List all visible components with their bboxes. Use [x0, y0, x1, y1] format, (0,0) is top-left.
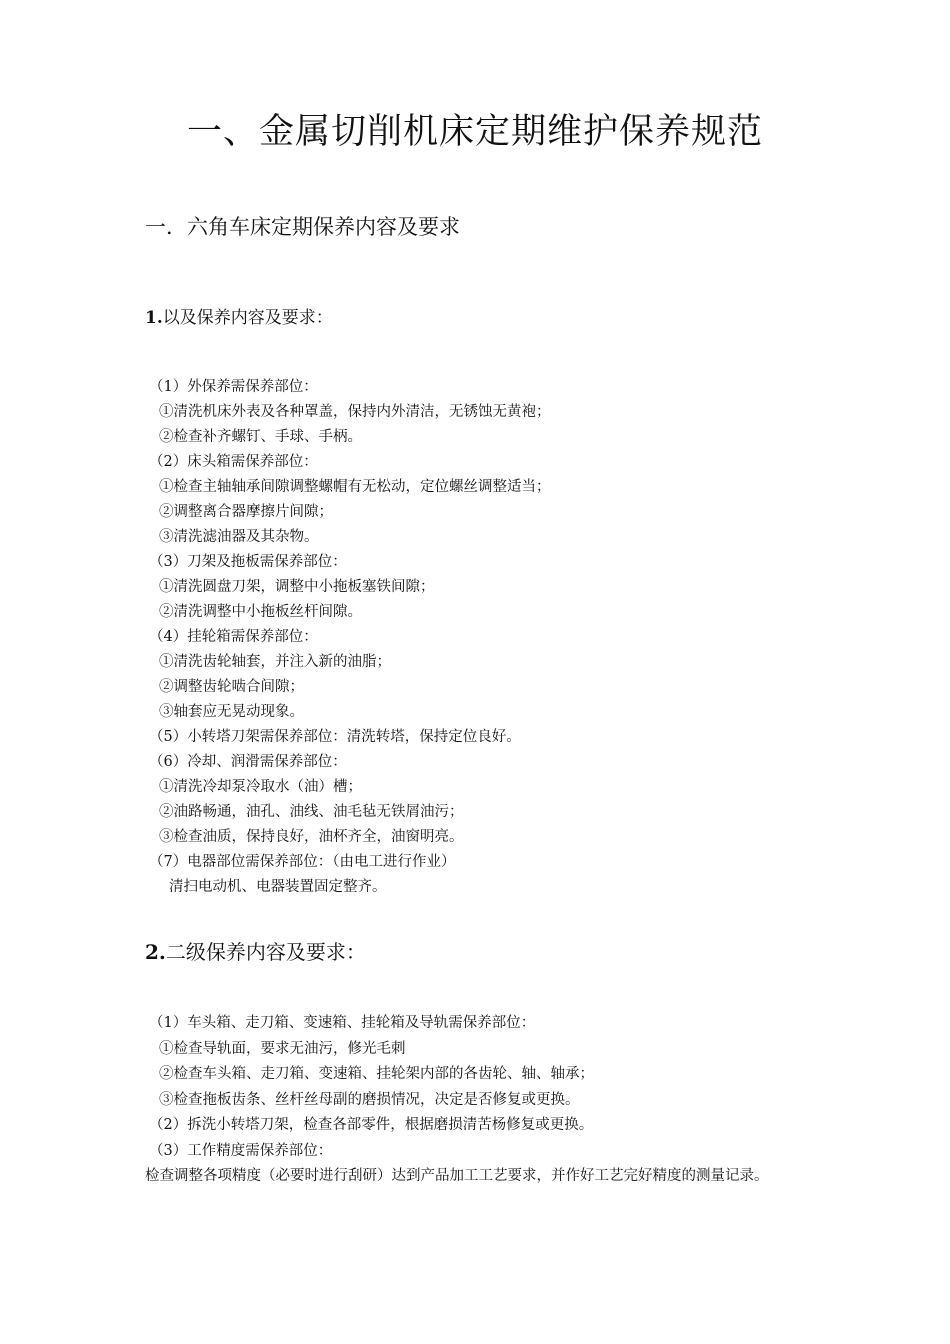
level1-number: 1. [145, 308, 163, 328]
list-item: （7）电器部位需保养部位：（由电工进行作业） [149, 854, 456, 870]
list-item: ①清洗冷却泵冷取水（油）槽； [159, 779, 362, 795]
list-item: 检查调整各项精度（必要时进行刮研）达到产品加工工艺要求，并作好工艺完好精度的测量记录。 [145, 1168, 769, 1184]
list-item: ①清洗机床外表及各种罩盖，保持内外清洁，无锈蚀无黄袍； [159, 404, 551, 420]
list-item: ③清洗滤油器及其杂物。 [159, 529, 319, 545]
list-item: （6）冷却、润滑需保养部位： [149, 754, 347, 770]
list-item: （5）小转塔刀架需保养部位：清洗转塔，保持定位良好。 [149, 729, 521, 745]
level2-title: 二级保养内容及要求： [165, 940, 366, 964]
level2-list [145, 1011, 825, 1189]
list-item: ①检查导轨面，要求无油污，修光毛刺 [159, 1040, 406, 1057]
list-item: 清扫电动机、电器装置固定整齐。 [169, 879, 387, 895]
level1-heading [145, 306, 333, 330]
list-item: ③检查油质，保持良好，油杯齐全，油窗明亮。 [159, 829, 464, 845]
list-item: （2）床头箱需保养部位： [149, 454, 318, 470]
list-item: ②调整齿轮啮合间隙； [159, 679, 304, 695]
list-item: ②调整离合器摩擦片间隙； [159, 504, 333, 520]
list-item: ①清洗齿轮轴套，并注入新的油脂； [159, 654, 391, 670]
list-item: （4）挂轮箱需保养部位： [149, 629, 318, 645]
list-item: （1）车头箱、走刀箱、变速箱、挂轮箱及导轨需保养部位： [149, 1015, 536, 1031]
list-item: （3）工作精度需保养部位： [149, 1142, 333, 1159]
level1-list [145, 375, 825, 900]
list-item: ③轴套应无晃动现象。 [159, 704, 304, 720]
list-item: ②检查车头箱、走刀箱、变速箱、挂轮架内部的各齿轮、轴、轴承； [159, 1066, 594, 1082]
level2-number: 2. [145, 940, 166, 964]
list-item: ①检查主轴轴承间隙调整螺帽有无松动，定位螺丝调整适当； [159, 479, 551, 495]
list-item: （1）外保养需保养部位： [149, 379, 318, 395]
level2-heading [145, 938, 366, 966]
list-item: ③检查拖板齿条、丝杆丝母副的磨损情况，决定是否修复或更换。 [159, 1091, 580, 1108]
list-item: ①清洗圆盘刀架，调整中小拖板塞铁间隙； [159, 579, 435, 595]
list-item: ②检查补齐螺钉、手球、手柄。 [159, 429, 362, 445]
list-item: ②清洗调整中小拖板丝杆间隙。 [159, 604, 362, 620]
list-item: （2）拆洗小转塔刀架，检查各部零件，根据磨损清苦杨修复或更换。 [149, 1117, 594, 1133]
list-item: （3）刀架及拖板需保养部位： [149, 554, 347, 570]
list-item: ②油路畅通，油孔、油线、油毛毡无铁屑油污； [159, 804, 464, 820]
level1-title: 以及保养内容及要求： [162, 308, 333, 328]
page-title: 一、金属切削机床定期维护保养规范 [186, 112, 763, 152]
section-heading: 一．六角车床定期保养内容及要求 [145, 215, 460, 239]
